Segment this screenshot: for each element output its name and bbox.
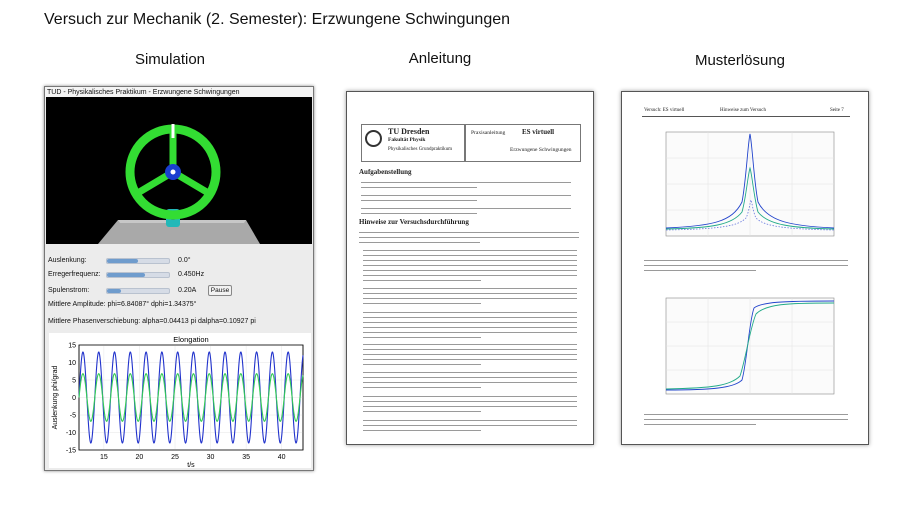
erregerfrequenz-slider-fill	[107, 273, 145, 277]
y-tick-label: 5	[72, 377, 76, 385]
control-erregerfrequenz	[48, 271, 308, 281]
erregerfrequenz-label: Erregerfrequenz:	[48, 271, 101, 278]
muster-header-right: Seite 7	[830, 108, 844, 113]
auslenkung-slider-fill	[107, 259, 138, 263]
text-line	[363, 382, 577, 383]
dept-name: Physikalisches Grundpraktikum	[388, 147, 453, 152]
text-line	[361, 187, 477, 188]
text-line	[363, 425, 577, 426]
auslenkung-label: Auslenkung:	[48, 257, 87, 264]
control-spulenstrom	[48, 287, 308, 297]
text-line	[644, 260, 848, 261]
spulenstrom-slider-fill	[107, 289, 121, 293]
text-line	[363, 250, 577, 251]
y-tick-label: -15	[65, 447, 76, 455]
anleitung-heading: Anleitung	[408, 50, 472, 67]
text-line	[363, 288, 577, 289]
text-line	[363, 401, 577, 402]
musterloesung-heading: Musterlösung	[694, 52, 786, 69]
text-line	[363, 349, 577, 350]
text-line	[363, 411, 481, 412]
text-line	[363, 275, 577, 276]
text-line	[363, 303, 481, 304]
text-line	[363, 430, 481, 431]
text-line	[361, 213, 477, 214]
elongation-plot	[49, 333, 311, 468]
faculty-name: Fakultät Physik	[388, 137, 426, 143]
header-rule	[642, 116, 850, 117]
chart-title: Elongation	[173, 335, 209, 344]
control-auslenkung	[48, 257, 308, 267]
muster-header-mid: Hinweise zum Versuch	[720, 108, 767, 113]
x-tick-label: 35	[242, 454, 251, 461]
text-line	[363, 354, 577, 355]
text-line	[644, 414, 848, 415]
text-line	[363, 260, 577, 261]
text-line	[363, 387, 481, 388]
box-code: ES virtuell	[522, 128, 555, 136]
3d-viewport[interactable]	[46, 97, 312, 244]
text-line	[363, 337, 481, 338]
y-tick-label: -10	[65, 430, 76, 437]
text-line	[359, 237, 579, 238]
x-tick-label: 15	[99, 454, 108, 461]
resonance-plot	[652, 122, 842, 252]
text-line	[363, 344, 577, 345]
base-edge	[118, 220, 246, 223]
pause-button[interactable]: Pause	[208, 285, 232, 296]
text-line	[363, 265, 577, 266]
text-line	[361, 195, 571, 196]
spulenstrom-value: 0.20A	[178, 287, 197, 294]
text-line	[363, 255, 577, 256]
pendulum-scene	[46, 97, 312, 244]
text-line	[363, 359, 577, 360]
text-line	[363, 332, 577, 333]
x-tick-label: 30	[206, 454, 215, 461]
window-titlebar: TUD - Physikalisches Praktikum - Erzwungene Schwingungen	[45, 87, 313, 98]
spulenstrom-label: Spulenstrom:	[48, 287, 90, 294]
x-axis-label: t/s	[187, 462, 195, 468]
y-tick-label: -5	[69, 412, 76, 420]
text-line	[363, 406, 577, 407]
text-line	[363, 420, 577, 421]
text-line	[361, 208, 571, 209]
text-line	[363, 293, 577, 294]
x-tick-label: 40	[277, 454, 286, 461]
uni-name: TU Dresden	[388, 127, 430, 136]
text-line	[363, 298, 577, 299]
text-line	[363, 317, 577, 318]
auslenkung-slider[interactable]	[106, 258, 170, 264]
elongation-chart	[49, 333, 311, 468]
text-line	[644, 424, 756, 425]
text-line	[363, 312, 577, 313]
text-line	[363, 322, 577, 323]
box-subtitle: Erzwungene Schwingungen	[510, 147, 572, 153]
erregerfrequenz-value: 0.450Hz	[178, 271, 205, 278]
erregerfrequenz-slider[interactable]	[106, 272, 170, 278]
auslenkung-value: 0.0°	[178, 257, 191, 264]
text-line	[363, 280, 481, 281]
y-tick-label: 0	[72, 395, 76, 402]
box-label: Praxisanleitung	[471, 130, 506, 136]
text-line	[363, 396, 577, 397]
wheel-pointer	[172, 124, 175, 138]
phase-readout: Mittlere Phasenverschiebung: alpha=0.04413 pi dalpha=0.10927 pi	[48, 318, 256, 325]
text-line	[363, 270, 577, 271]
text-line	[361, 182, 571, 183]
header-box	[465, 124, 581, 162]
slide-title: Versuch zur Mechanik (2. Semester): Erzwungene Schwingungen	[44, 11, 511, 28]
text-line	[361, 200, 477, 201]
spulenstrom-slider[interactable]	[106, 288, 170, 294]
text-line	[644, 419, 848, 420]
tu-logo-icon	[365, 130, 382, 147]
musterloesung-document[interactable]	[621, 91, 869, 445]
muster-header-left: Versuch: ES virtuell	[644, 108, 685, 113]
y-tick-label: 10	[68, 360, 76, 367]
x-tick-label: 20	[135, 454, 144, 461]
text-line	[644, 270, 756, 271]
simulation-window	[44, 86, 314, 471]
pohl-wheel	[130, 124, 216, 215]
text-line	[363, 377, 577, 378]
text-line	[363, 364, 481, 365]
section-aufgabenstellung: Aufgabenstellung	[359, 168, 412, 176]
phase-plot	[652, 292, 842, 402]
tu-logo-box	[361, 124, 465, 162]
x-tick-label: 25	[171, 454, 179, 461]
text-line	[644, 265, 848, 266]
section-hinweise: Hinweise zur Versuchsdurchführung	[359, 218, 469, 226]
y-axis-label: Auslenkung phi/grad	[52, 365, 59, 430]
amplitude-readout: Mittlere Amplitude: phi=6.84087° dphi=1.34375°	[48, 301, 197, 308]
anleitung-document[interactable]	[346, 91, 594, 445]
text-line	[359, 242, 480, 243]
text-line	[363, 327, 577, 328]
simulation-heading: Simulation	[134, 51, 206, 68]
text-line	[359, 232, 579, 233]
text-line	[363, 372, 577, 373]
y-tick-label: 15	[68, 342, 76, 350]
